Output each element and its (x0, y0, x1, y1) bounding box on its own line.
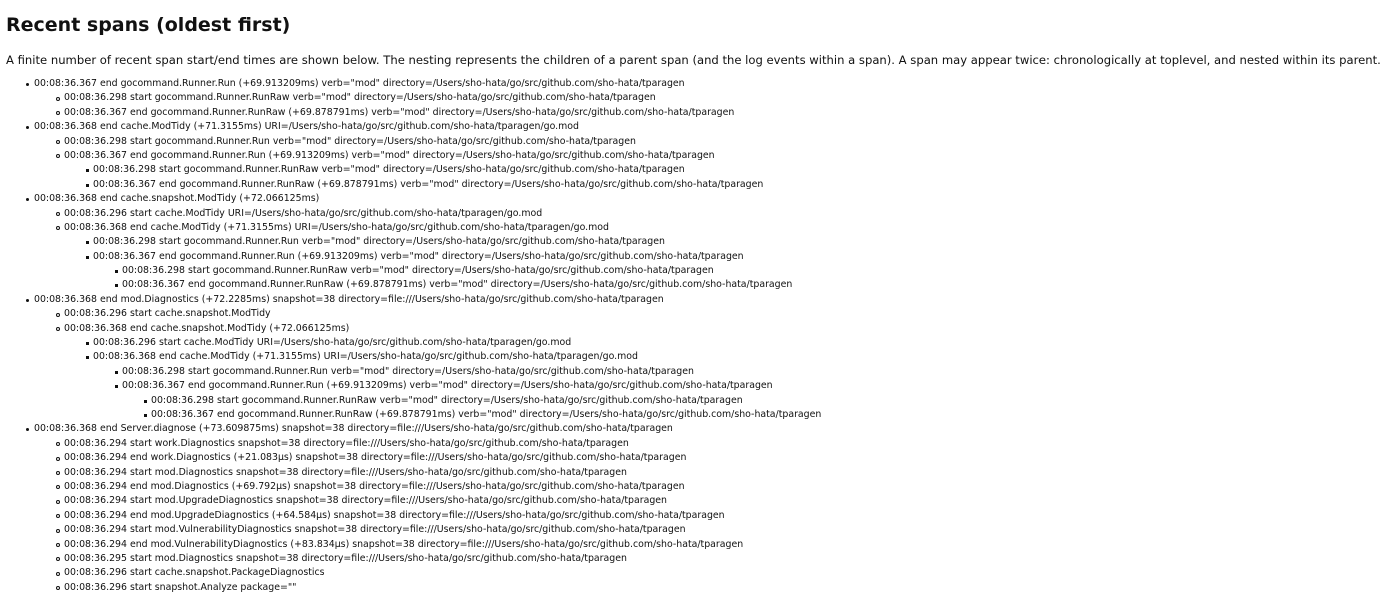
span-entry: 00:08:36.367 end gocommand.Runner.Run (+69.913209ms) verb="mod" directory=/Users/sho-hata/go/src/github.com/sho-hata/tparagen (6, 77, 1394, 91)
span-entry: 00:08:36.294 start work.Diagnostics snapshot=38 directory=file:///Users/sho-hata/go/src/github.com/sho-hata/tparagen (6, 437, 1394, 451)
span-entry: 00:08:36.298 start gocommand.Runner.RunRaw verb="mod" directory=/Users/sho-hata/go/src/github.com/sho-hata/tparagen (6, 91, 1394, 105)
span-entry: 00:08:36.367 end gocommand.Runner.Run (+69.913209ms) verb="mod" directory=/Users/sho-hata/go/src/github.com/sho-hata/tparagen (6, 149, 1394, 163)
span-entry: 00:08:36.368 end cache.ModTidy (+71.3155ms) URI=/Users/sho-hata/go/src/github.com/sho-hata/tparagen/go.mod (6, 120, 1394, 134)
span-entry: 00:08:36.368 end cache.snapshot.ModTidy (+72.066125ms) (6, 192, 1394, 206)
span-entry: 00:08:36.298 start gocommand.Runner.RunRaw verb="mod" directory=/Users/sho-hata/go/src/github.com/sho-hata/tparagen (6, 394, 1394, 408)
span-entry: 00:08:36.296 start cache.ModTidy URI=/Users/sho-hata/go/src/github.com/sho-hata/tparagen/go.mod (6, 336, 1394, 350)
span-entry: 00:08:36.367 end gocommand.Runner.RunRaw (+69.878791ms) verb="mod" directory=/Users/sho-hata/go/src/github.com/sho-hata/tparagen (6, 106, 1394, 120)
span-entry: 00:08:36.296 start cache.snapshot.PackageDiagnostics (6, 566, 1394, 580)
page-title: Recent spans (oldest first) (6, 14, 291, 36)
span-entry: 00:08:36.298 start gocommand.Runner.Run verb="mod" directory=/Users/sho-hata/go/src/github.com/sho-hata/tparagen (6, 135, 1394, 149)
span-entry: 00:08:36.368 end mod.Diagnostics (+72.2285ms) snapshot=38 directory=file:///Users/sho-hata/go/src/github.com/sho-hata/tparagen (6, 293, 1394, 307)
span-entry: 00:08:36.298 start gocommand.Runner.RunRaw verb="mod" directory=/Users/sho-hata/go/src/github.com/sho-hata/tparagen (6, 163, 1394, 177)
span-entry: 00:08:36.294 end mod.UpgradeDiagnostics (+64.584µs) snapshot=38 directory=file:///Users/sho-hata/go/src/github.com/sho-hata/tparagen (6, 509, 1394, 523)
intro-paragraph: A finite number of recent span start/end times are shown below. The nesting represents the children of a parent span (and the log events within a span). A span may appear twice: chronologically at toplevel, and nested within its parent. (6, 53, 1381, 67)
span-entry: 00:08:36.367 end gocommand.Runner.RunRaw (+69.878791ms) verb="mod" directory=/Users/sho-hata/go/src/github.com/sho-hata/tparagen (6, 278, 1394, 292)
span-entry: 00:08:36.368 end Server.diagnose (+73.609875ms) snapshot=38 directory=file:///Users/sho-hata/go/src/github.com/sho-hata/tparagen (6, 422, 1394, 436)
span-entry: 00:08:36.294 start mod.UpgradeDiagnostics snapshot=38 directory=file:///Users/sho-hata/go/src/github.com/sho-hata/tparagen (6, 494, 1394, 508)
span-entry: 00:08:36.296 start cache.ModTidy URI=/Users/sho-hata/go/src/github.com/sho-hata/tparagen/go.mod (6, 207, 1394, 221)
span-entry: 00:08:36.294 start mod.VulnerabilityDiagnostics snapshot=38 directory=file:///Users/sho-hata/go/src/github.com/sho-hata/tparagen (6, 523, 1394, 537)
span-entry: 00:08:36.368 end cache.ModTidy (+71.3155ms) URI=/Users/sho-hata/go/src/github.com/sho-hata/tparagen/go.mod (6, 350, 1394, 364)
span-entry: 00:08:36.367 end gocommand.Runner.Run (+69.913209ms) verb="mod" directory=/Users/sho-hata/go/src/github.com/sho-hata/tparagen (6, 250, 1394, 264)
span-entry: 00:08:36.368 end cache.snapshot.ModTidy (+72.066125ms) (6, 322, 1394, 336)
span-entry: 00:08:36.367 end gocommand.Runner.RunRaw (+69.878791ms) verb="mod" directory=/Users/sho-hata/go/src/github.com/sho-hata/tparagen (6, 408, 1394, 422)
span-entry: 00:08:36.298 start gocommand.Runner.Run verb="mod" directory=/Users/sho-hata/go/src/github.com/sho-hata/tparagen (6, 235, 1394, 249)
span-entry: 00:08:36.294 end mod.Diagnostics (+69.792µs) snapshot=38 directory=file:///Users/sho-hata/go/src/github.com/sho-hata/tparagen (6, 480, 1394, 494)
span-entry: 00:08:36.298 start gocommand.Runner.RunRaw verb="mod" directory=/Users/sho-hata/go/src/github.com/sho-hata/tparagen (6, 264, 1394, 278)
span-entry: 00:08:36.367 end gocommand.Runner.Run (+69.913209ms) verb="mod" directory=/Users/sho-hata/go/src/github.com/sho-hata/tparagen (6, 379, 1394, 393)
span-entry: 00:08:36.298 start gocommand.Runner.Run verb="mod" directory=/Users/sho-hata/go/src/github.com/sho-hata/tparagen (6, 365, 1394, 379)
span-entry: 00:08:36.296 start snapshot.Analyze package="" (6, 581, 1394, 595)
span-entry: 00:08:36.296 start cache.snapshot.ModTidy (6, 307, 1394, 321)
span-entry: 00:08:36.295 start mod.Diagnostics snapshot=38 directory=file:///Users/sho-hata/go/src/github.com/sho-hata/tparagen (6, 552, 1394, 566)
span-entry: 00:08:36.294 end mod.VulnerabilityDiagnostics (+83.834µs) snapshot=38 directory=file:///Users/sho-hata/go/src/github.com/sho-hata/tparagen (6, 538, 1394, 552)
span-entry: 00:08:36.367 end gocommand.Runner.RunRaw (+69.878791ms) verb="mod" directory=/Users/sho-hata/go/src/github.com/sho-hata/tparagen (6, 178, 1394, 192)
span-entry: 00:08:36.294 start mod.Diagnostics snapshot=38 directory=file:///Users/sho-hata/go/src/github.com/sho-hata/tparagen (6, 466, 1394, 480)
span-list (6, 77, 1394, 595)
span-entry: 00:08:36.368 end cache.ModTidy (+71.3155ms) URI=/Users/sho-hata/go/src/github.com/sho-hata/tparagen/go.mod (6, 221, 1394, 235)
span-entry: 00:08:36.294 end work.Diagnostics (+21.083µs) snapshot=38 directory=file:///Users/sho-hata/go/src/github.com/sho-hata/tparagen (6, 451, 1394, 465)
